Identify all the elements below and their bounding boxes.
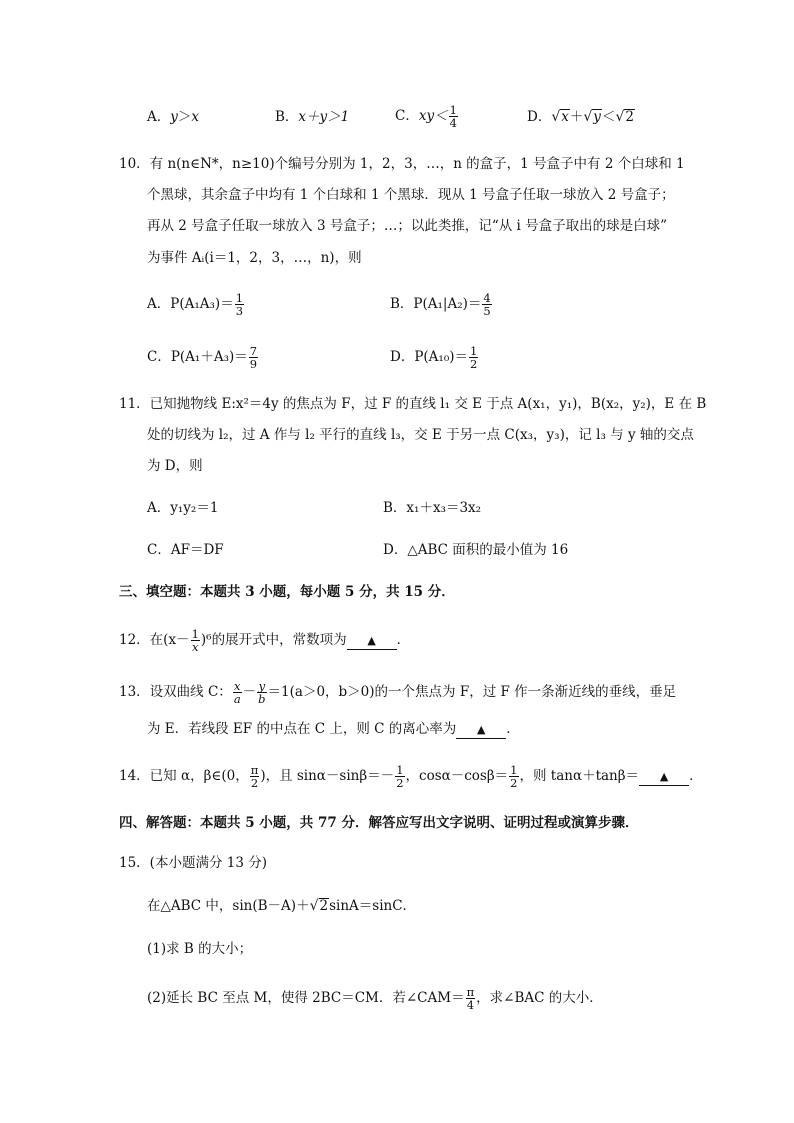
math-expr: x＋y＞1 xyxy=(298,109,350,125)
fraction xyxy=(235,292,244,317)
q11-line3: 为 D，则 xyxy=(147,458,203,474)
q15-p2-post: ，求∠BAC 的大小． xyxy=(476,990,603,1006)
frac-num: x xyxy=(233,679,241,693)
section3-heading: 三、填空题：本题共 3 小题，每小题 5 分，共 15 分． xyxy=(119,584,455,600)
q11-line1: 11．已知抛物线 E:x²＝4y 的焦点为 F，过 F 的直线 l₁ 交 E 于点 A(x₁，y₁)，B(x₂，y₂)，E 在 B xyxy=(119,396,707,412)
sqrt-body: x xyxy=(561,109,569,125)
option-text: B．P(A₁|A₂)＝ xyxy=(390,296,482,312)
frac-den: x xyxy=(191,640,199,654)
math-op: － xyxy=(242,684,257,700)
q12-pre: 12．在(x－ xyxy=(119,632,190,648)
q10-line4: 为事件 Aᵢ(i＝1，2，3，…，n)，则 xyxy=(147,250,362,266)
q13-line2-text: 为 E．若线段 EF 的中点在 C 上，则 C 的离心率为 xyxy=(147,721,457,737)
frac-den: b xyxy=(258,692,266,706)
q11-option-b: B．x₁＋x₃＝3x₂ xyxy=(383,500,482,516)
sqrt-icon: √ xyxy=(551,109,561,125)
answer-blank: ▲ xyxy=(456,722,506,739)
q11-line2: 处的切线为 l₂，过 A 作与 l₂ 平行的直线 l₃，交 E 于另一点 C(x₃，y₃)，记 l₃ 与 y 轴的交点 xyxy=(147,427,694,443)
q10-line1: 10．有 n(n∈N*，n≥10)个编号分别为 1，2，3，…，n 的盒子，1 号盒子中有 2 个白球和 1 xyxy=(119,156,685,172)
frac-num: 7 xyxy=(249,344,258,358)
q10-line3: 再从 2 号盒子任取一球放入 3 号盒子；…；以此类推，记“从 i 号盒子取出的球是白球” xyxy=(147,218,668,234)
q10-option-c xyxy=(147,345,259,370)
frac-den: 2 xyxy=(510,776,518,790)
q11-option-d: D．△ABC 面积的最小值为 16 xyxy=(383,542,569,558)
frac-den: 3 xyxy=(235,304,244,318)
q14-pre: 14．已知 α，β∈(0， xyxy=(119,768,249,784)
fraction xyxy=(249,345,258,370)
q13-line1 xyxy=(119,680,676,705)
fraction xyxy=(395,764,404,789)
frac-den: a xyxy=(233,692,241,706)
q15-stem-pre: 在△ABC 中，sin(B－A)＋ xyxy=(147,898,310,914)
frac-den: 4 xyxy=(449,116,457,130)
sqrt-body: 2 xyxy=(625,109,634,125)
q11-option-a: A．y₁y₂＝1 xyxy=(147,500,219,516)
fraction xyxy=(469,345,478,370)
q9-option-b xyxy=(275,107,349,127)
option-label: C． xyxy=(395,108,419,124)
q14-mid3: ，则 tanα＋tanβ＝ xyxy=(519,768,640,784)
answer-blank: ▲ xyxy=(639,769,689,786)
math-op: ＜ xyxy=(601,109,616,125)
fraction xyxy=(191,628,200,653)
frac-num: 4 xyxy=(483,291,491,305)
fraction xyxy=(250,764,260,789)
section4-heading: 四、解答题：本题共 5 小题，共 77 分．解答应写出文字说明、证明过程或演算步骤． xyxy=(119,815,639,831)
option-text: D．P(A₁₀)＝ xyxy=(390,349,469,365)
math-var: y xyxy=(170,109,178,125)
fraction xyxy=(449,104,458,129)
q15-stem-post: sinA＝sinC． xyxy=(329,898,417,914)
fraction xyxy=(509,764,518,789)
frac-num: 1 xyxy=(191,627,199,641)
frac-num: π xyxy=(466,985,475,999)
frac-num: 1 xyxy=(470,344,478,358)
sqrt-icon: √ xyxy=(309,898,319,914)
frac-den: 2 xyxy=(250,776,259,790)
q12-end: ． xyxy=(396,632,411,648)
fraction xyxy=(233,680,242,705)
frac-num: 1 xyxy=(396,763,404,777)
frac-num: 1 xyxy=(449,103,457,117)
q13-pre: 13．设双曲线 C： xyxy=(119,684,232,700)
option-label: A． xyxy=(147,109,171,125)
frac-num: 1 xyxy=(510,763,518,777)
frac-num: π xyxy=(250,763,259,777)
q15-p2-pre: (2)延长 BC 至点 M，使得 2BC＝CM．若∠CAM＝ xyxy=(147,990,465,1006)
q12 xyxy=(119,628,410,653)
option-text: A．P(A₁A₃)＝ xyxy=(147,296,234,312)
math-expr: xy＜ xyxy=(418,108,448,124)
math-var: x xyxy=(191,109,200,125)
q14 xyxy=(119,764,703,789)
q15-part2 xyxy=(147,986,603,1011)
sqrt-icon: √ xyxy=(615,109,625,125)
frac-num: 1 xyxy=(235,291,244,305)
q14-mid2: ，cosα－cosβ＝ xyxy=(405,768,509,784)
q15-title: 15．(本小题满分 13 分) xyxy=(119,855,267,871)
frac-den: 4 xyxy=(466,998,475,1012)
fraction xyxy=(466,986,476,1011)
frac-num: y xyxy=(258,679,266,693)
q14-end: ． xyxy=(689,768,703,784)
fraction xyxy=(482,292,491,317)
sqrt-icon: √ xyxy=(583,109,593,125)
q12-post: )⁶的展开式中，常数项为 xyxy=(200,632,347,648)
q9-option-d xyxy=(527,107,635,127)
option-label: B． xyxy=(275,109,299,125)
sqrt-body: y xyxy=(593,109,601,125)
option-text: C．P(A₁＋A₃)＝ xyxy=(147,349,248,365)
q10-option-b xyxy=(390,292,493,317)
q15-part1: (1)求 B 的大小； xyxy=(147,941,253,957)
q15-stem xyxy=(147,896,416,916)
q13-end: ． xyxy=(506,721,520,737)
q10-option-d xyxy=(390,345,479,370)
q13-post: ＝1(a＞0，b＞0)的一个焦点为 F，过 F 作一条渐近线的垂线，垂足 xyxy=(267,684,677,700)
q9-option-c xyxy=(395,104,459,129)
option-label: D． xyxy=(527,109,552,125)
math-op: ＋ xyxy=(569,109,584,125)
q13-line2 xyxy=(147,719,520,739)
frac-den: 2 xyxy=(396,776,404,790)
q9-option-a xyxy=(147,107,199,127)
sqrt-body: 2 xyxy=(319,898,329,914)
answer-blank: ▲ xyxy=(347,633,397,650)
q10-option-a xyxy=(147,292,245,317)
fraction xyxy=(257,680,266,705)
frac-den: 5 xyxy=(483,304,491,318)
q10-line2: 个黑球，其余盒子中均有 1 个白球和 1 个黑球．现从 1 号盒子任取一球放入 2 号盒子； xyxy=(147,187,675,203)
q14-mid1: )，且 sinα－sinβ＝－ xyxy=(260,768,395,784)
q11-option-c: C．AF＝DF xyxy=(147,542,224,558)
frac-den: 9 xyxy=(249,357,258,371)
frac-den: 2 xyxy=(470,357,478,371)
math-op: ＞ xyxy=(177,109,192,125)
